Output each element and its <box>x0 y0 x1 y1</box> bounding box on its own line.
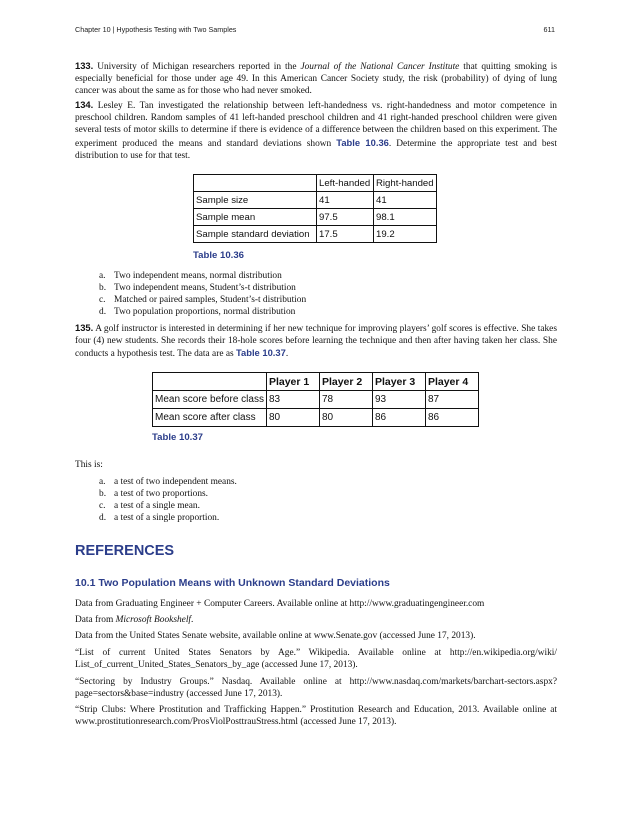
table-cell: Player 2 <box>319 373 372 391</box>
question-text: A golf instructor is interested in determining if her new technique for improving players’ golf scores is effective. She takes four (4) new students. She records their 18-hole scores before learning the technique and then after having taken her class. She conducts a hypothesis test. The data are as <box>75 324 557 360</box>
question-number: 135. <box>75 322 94 333</box>
choice-text: Two population proportions, normal distribution <box>114 307 296 317</box>
reference-entry: Data from Graduating Engineer + Computer Careers. Available online at http://www.graduatingengineer.com <box>75 599 485 609</box>
choice-text: Matched or paired samples, Student’s-t distribution <box>114 295 307 305</box>
reference-entry: “Strip Clubs: Where Prostitution and Trafficking Happen.” Prostitution Research and Education, 2013. Available online at www.prostitutionresearch.com/ProsViolPosttrauStress.html (accessed June 17, 2013). <box>75 705 557 728</box>
table-cell: Player 3 <box>372 373 425 391</box>
choice-text: a test of a single proportion. <box>114 513 220 523</box>
table-cell: 19.2 <box>374 226 437 243</box>
table-cell: 87 <box>425 391 478 409</box>
table-cell: 78 <box>319 391 372 409</box>
table-10-37 <box>152 372 479 427</box>
question-text: . <box>285 349 289 360</box>
table-caption: Table 10.37 <box>152 432 204 443</box>
question-text: . Determine the appropriate test and best distribution to use for that test. <box>75 138 557 161</box>
table-caption: Table 10.36 <box>193 250 245 261</box>
table-cell: Mean score before class <box>153 391 267 409</box>
answer-choice <box>99 282 306 294</box>
table-cell: Right-handed <box>374 175 437 192</box>
choice-marker: b. <box>99 283 107 293</box>
choice-text: Two independent means, normal distribution <box>114 271 282 281</box>
table-cell: 80 <box>266 409 319 427</box>
answer-choice <box>99 500 237 512</box>
reference-entry: “Sectoring by Industry Groups.” Nasdaq. Available online at http://www.nasdaq.com/markets/barchart-sectors.aspx?page=sectors&base=industry (accessed June 17, 2013). <box>75 677 557 700</box>
table-cell: Sample size <box>194 192 317 209</box>
table-cell: Sample standard deviation <box>194 226 317 243</box>
answer-choice <box>99 294 306 306</box>
table-cell: Mean score after class <box>153 409 267 427</box>
question-text: that quitting smoking is especially beneficial for those under age 49. In this American Cancer Society study, the risk (probability) of dying of lung cancer was about the same as for those who had never smoked. <box>75 62 557 97</box>
reference-entry <box>75 614 557 626</box>
question-prompt: This is: <box>75 460 103 470</box>
table-header-row <box>194 175 437 192</box>
table-cell: Player 1 <box>266 373 319 391</box>
reference-entry: Data from the United States Senate website, available online at www.Senate.gov (accessed June 17, 2013). <box>75 631 476 641</box>
choice-text: a test of a single mean. <box>114 501 200 511</box>
table-row <box>194 226 437 243</box>
answer-choice <box>99 306 306 318</box>
table-cell: Left-handed <box>317 175 374 192</box>
table-row <box>194 209 437 226</box>
table-cell: Player 4 <box>425 373 478 391</box>
table-reference-link[interactable]: Table 10.36 <box>336 136 389 148</box>
references-heading: REFERENCES <box>75 543 175 559</box>
answer-choice <box>99 512 237 524</box>
reference-title: Microsoft Bookshelf <box>115 615 192 625</box>
answer-choices-135 <box>99 476 237 524</box>
table-cell: 41 <box>374 192 437 209</box>
table-header-row <box>153 373 479 391</box>
choice-text: a test of two proportions. <box>114 489 208 499</box>
choice-text: a test of two independent means. <box>114 477 237 487</box>
page-number: 611 <box>543 25 555 34</box>
table-reference-link[interactable]: Table 10.37 <box>235 347 286 359</box>
question-number: 133. <box>75 60 94 71</box>
table-cell: Sample mean <box>194 209 317 226</box>
question-135 <box>75 322 557 361</box>
table-cell <box>153 373 267 391</box>
table-cell: 97.5 <box>317 209 374 226</box>
chapter-title: Chapter 10 | Hypothesis Testing with Two Samples <box>75 25 237 34</box>
reference-text: Data from <box>75 615 116 625</box>
question-text: Lesley E. Tan investigated the relationship between left-handedness vs. right-handedness and motor competence in preschool children. Random samples of 41 left-handed preschool children and 41 right-handed preschool children were given several tests of motor skills to determine if there is evidence of a difference between the children based on this experiment. The experiment produced the means and standard deviations shown <box>75 101 557 149</box>
table-cell: 80 <box>319 409 372 427</box>
references-subheading: 10.1 Two Population Means with Unknown Standard Deviations <box>75 577 390 589</box>
table-row <box>153 391 479 409</box>
table-row <box>194 192 437 209</box>
choice-marker: a. <box>99 477 106 487</box>
table-cell: 86 <box>372 409 425 427</box>
answer-choice <box>99 488 237 500</box>
question-134 <box>75 99 557 162</box>
choice-text: Two independent means, Student’s-t distribution <box>114 283 296 293</box>
question-133 <box>75 60 557 98</box>
choice-marker: c. <box>99 501 106 511</box>
answer-choice <box>99 476 237 488</box>
choice-marker: b. <box>99 489 107 499</box>
table-cell: 41 <box>317 192 374 209</box>
question-number: 134. <box>75 99 94 110</box>
table-cell: 98.1 <box>374 209 437 226</box>
journal-title: Journal of the National Cancer Institute <box>300 62 460 72</box>
choice-marker: c. <box>99 295 106 305</box>
table-cell: 17.5 <box>317 226 374 243</box>
choice-marker: d. <box>99 513 107 523</box>
choice-marker: d. <box>99 307 107 317</box>
reference-entry: “List of current United States Senators by Age.” Wikipedia. Available online at http://en.wikipedia.org/wiki/ List_of_current_United_States_Senators_by_age (accessed June 17, 2013). <box>75 648 557 671</box>
question-text: University of Michigan researchers reported in the <box>93 62 301 72</box>
answer-choice <box>99 270 306 282</box>
answer-choices-134 <box>99 270 306 318</box>
table-cell: 86 <box>425 409 478 427</box>
running-header <box>75 25 555 34</box>
choice-marker: a. <box>99 271 106 281</box>
table-10-36 <box>193 174 437 243</box>
table-row <box>153 409 479 427</box>
table-cell: 93 <box>372 391 425 409</box>
table-cell <box>194 175 317 192</box>
reference-text: . <box>191 615 194 625</box>
table-cell: 83 <box>266 391 319 409</box>
